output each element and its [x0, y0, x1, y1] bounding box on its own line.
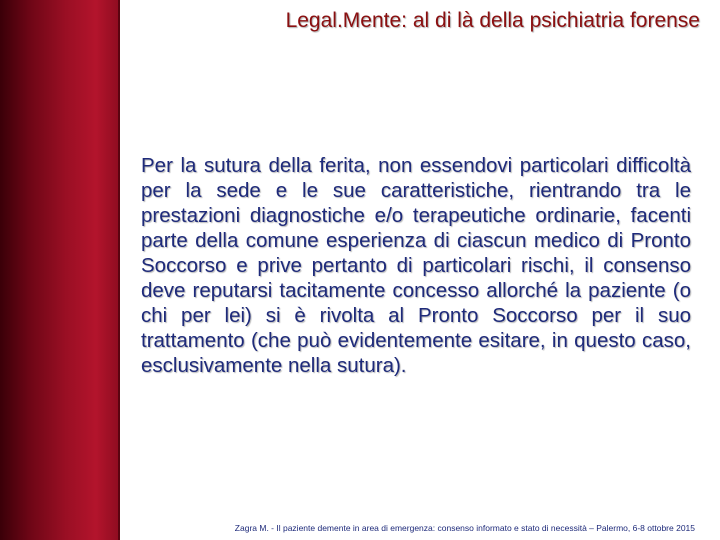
slide-footer: Zagra M. - Il paziente demente in area di emergenza: consenso informato e stato di necessità – Palermo, 6-8 ottobre 2015: [234, 523, 695, 533]
slide-body-text: Per la sutura della ferita, non essendovi particolari difficoltà per la sede e le sue caratteristiche, rientrando tra le prestazioni diagnostiche e/o terapeutiche ordinarie, facenti parte della comune esperienza di ciascun medico di Pronto Soccorso e prive pertanto di particolari rischi, il consenso deve reputarsi tacitamente concesso allorché la paziente (o chi per lei) si è rivolta al Pronto Soccorso per il suo trattamento (che può evidentemente esitare, in questo caso, esclusivamente nella sutura).: [141, 154, 691, 377]
slide-title: Legal.Mente: al di là della psichiatria forense: [285, 9, 700, 32]
decorative-side-band: [0, 0, 120, 540]
